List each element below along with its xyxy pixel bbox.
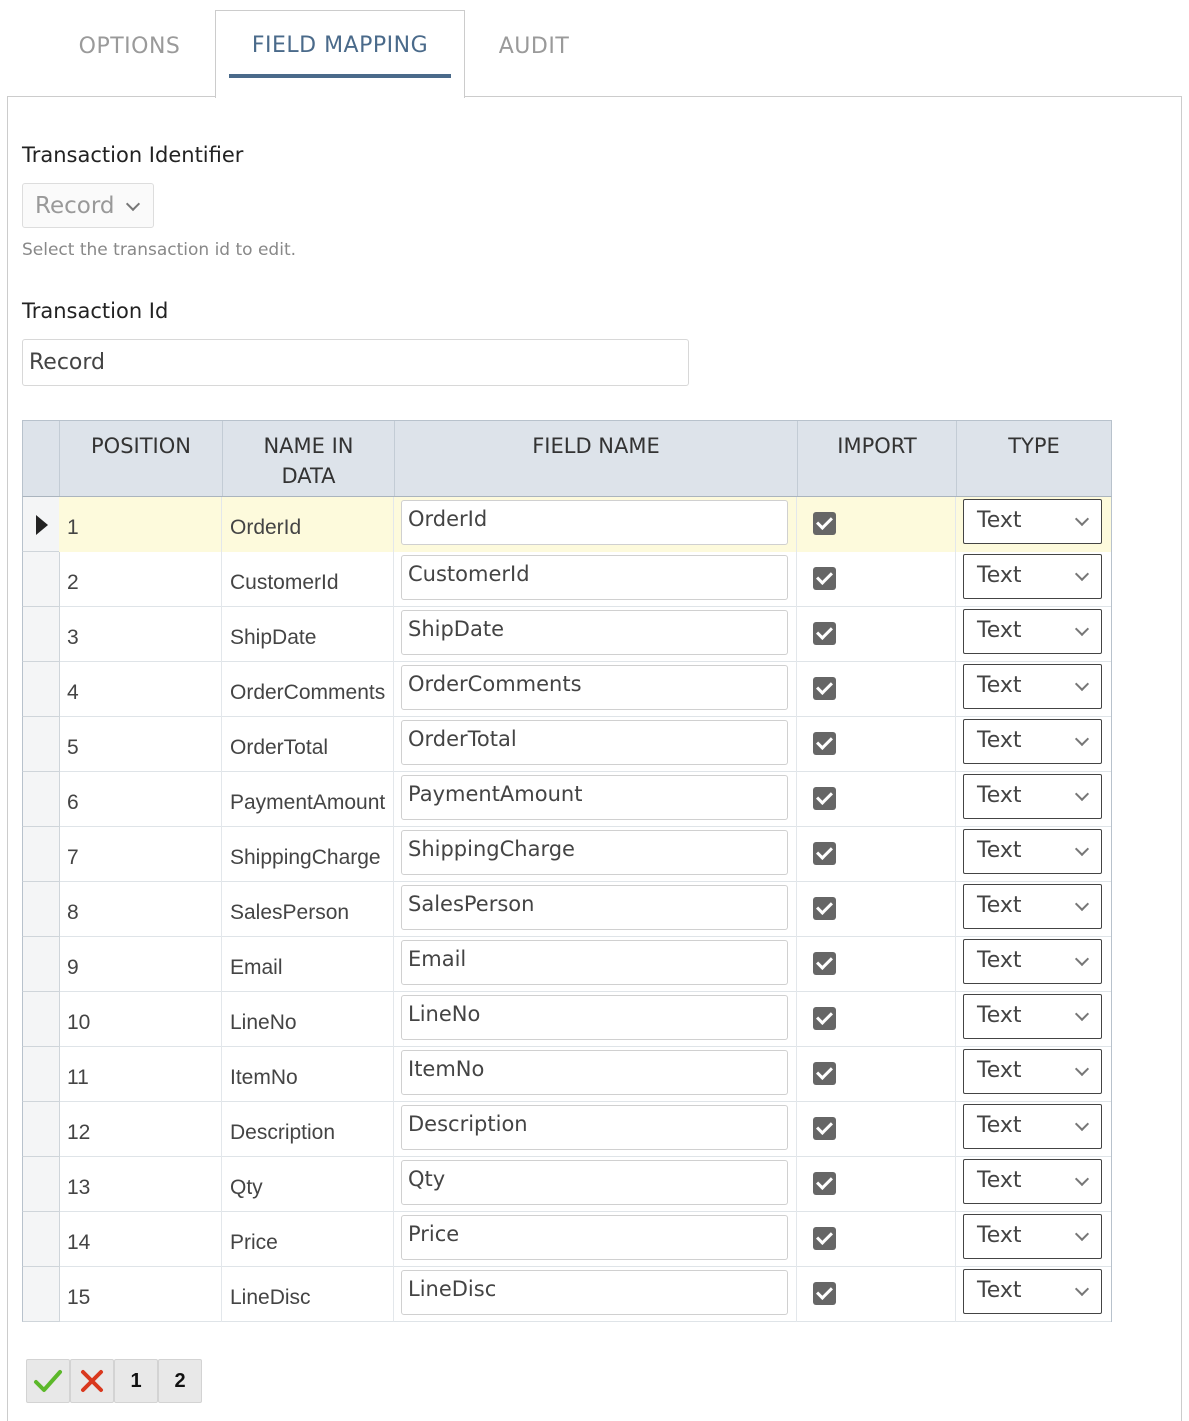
field-name-cell	[394, 552, 797, 607]
row-indicator[interactable]	[22, 772, 60, 827]
transaction-identifier-value: Record	[35, 192, 115, 219]
field-name-cell	[394, 827, 797, 882]
row-cells	[59, 1102, 1112, 1157]
position-cell: 6	[59, 772, 222, 827]
import-checkbox[interactable]	[813, 1117, 836, 1140]
position-cell: 3	[59, 607, 222, 662]
import-cell	[797, 772, 956, 827]
name-in-data-cell: PaymentAmount	[222, 772, 394, 827]
position-cell: 10	[59, 992, 222, 1047]
import-checkbox[interactable]	[813, 1062, 836, 1085]
row-cells	[59, 937, 1112, 992]
field-name-cell	[394, 1267, 797, 1322]
type-select-value: Text	[977, 1058, 1022, 1083]
field-name-input[interactable]: LineNo	[401, 995, 788, 1040]
type-select[interactable]	[963, 1104, 1102, 1149]
position-cell: 1	[59, 497, 222, 552]
transaction-id-input[interactable]	[22, 339, 689, 386]
type-cell	[956, 497, 1112, 552]
field-name-input[interactable]: ItemNo	[401, 1050, 788, 1095]
type-cell	[956, 827, 1112, 882]
field-name-cell	[394, 772, 797, 827]
chevron-down-icon	[1075, 732, 1089, 746]
row-cells	[59, 772, 1112, 827]
column-header-field-name-label: FIELD NAME	[532, 434, 660, 458]
import-checkbox[interactable]	[813, 732, 836, 755]
type-select-value: Text	[977, 893, 1022, 918]
table-row[interactable]	[22, 607, 1112, 662]
transaction-id-value: Record	[29, 350, 106, 375]
import-cell	[797, 992, 956, 1047]
type-select-value: Text	[977, 673, 1022, 698]
row-indicator-header	[23, 421, 60, 496]
type-cell	[956, 607, 1112, 662]
field-name-input[interactable]: OrderComments	[401, 665, 788, 710]
type-cell	[956, 937, 1112, 992]
position-cell: 7	[59, 827, 222, 882]
table-row[interactable]	[22, 882, 1112, 937]
grid-header	[22, 421, 1112, 497]
row-cells	[59, 1267, 1112, 1322]
column-header-name-in-data[interactable]	[223, 421, 395, 496]
page-button-1[interactable]	[114, 1359, 158, 1403]
type-select-value: Text	[977, 1113, 1022, 1138]
import-cell	[797, 717, 956, 772]
type-select[interactable]	[963, 609, 1102, 654]
type-select[interactable]	[963, 829, 1102, 874]
field-name-input[interactable]: ShippingCharge	[401, 830, 788, 875]
tab-options[interactable]	[52, 10, 207, 78]
row-cells	[59, 1047, 1112, 1102]
position-cell: 13	[59, 1157, 222, 1212]
page-button-2-label: 2	[174, 1369, 186, 1392]
field-name-input[interactable]: Qty	[401, 1160, 788, 1205]
row-indicator[interactable]	[22, 662, 60, 717]
table-row[interactable]	[22, 552, 1112, 607]
import-cell	[797, 882, 956, 937]
tab-audit[interactable]	[470, 10, 598, 78]
row-indicator[interactable]	[22, 1047, 60, 1102]
row-cells	[59, 552, 1112, 607]
checkmark-icon	[33, 1368, 63, 1394]
import-cell	[797, 607, 956, 662]
import-checkbox[interactable]	[813, 952, 836, 975]
position-cell: 12	[59, 1102, 222, 1157]
row-indicator[interactable]	[22, 992, 60, 1047]
table-row[interactable]	[22, 1157, 1112, 1212]
table-row[interactable]	[22, 1212, 1112, 1267]
position-cell: 15	[59, 1267, 222, 1322]
type-select[interactable]	[963, 719, 1102, 764]
type-select[interactable]	[963, 884, 1102, 929]
cancel-button[interactable]	[70, 1359, 114, 1403]
name-in-data-cell: Price	[222, 1212, 394, 1267]
chevron-down-icon	[1075, 842, 1089, 856]
row-indicator[interactable]	[22, 1267, 60, 1322]
type-select-value: Text	[977, 728, 1022, 753]
type-cell	[956, 717, 1112, 772]
import-cell	[797, 1212, 956, 1267]
type-cell	[956, 662, 1112, 717]
row-indicator[interactable]	[22, 552, 60, 607]
row-indicator[interactable]	[22, 937, 60, 992]
field-name-input[interactable]: CustomerId	[401, 555, 788, 600]
chevron-down-icon	[1075, 897, 1089, 911]
transaction-identifier-help: Select the transaction id to edit.	[22, 240, 297, 260]
chevron-down-icon	[1075, 787, 1089, 801]
import-checkbox[interactable]	[813, 567, 836, 590]
chevron-down-icon	[1075, 1062, 1089, 1076]
chevron-down-icon	[1075, 1282, 1089, 1296]
import-checkbox[interactable]	[813, 897, 836, 920]
row-cells	[59, 607, 1112, 662]
field-name-cell	[394, 992, 797, 1047]
name-in-data-cell: OrderComments	[222, 662, 394, 717]
field-name-input[interactable]: PaymentAmount	[401, 775, 788, 820]
table-row[interactable]	[22, 1047, 1112, 1102]
name-in-data-cell: CustomerId	[222, 552, 394, 607]
tab-options-label: OPTIONS	[78, 33, 181, 59]
column-header-import[interactable]	[798, 421, 957, 496]
field-name-cell	[394, 937, 797, 992]
type-select-value: Text	[977, 1168, 1022, 1193]
field-name-cell	[394, 662, 797, 717]
row-indicator[interactable]	[22, 607, 60, 662]
x-icon	[79, 1368, 105, 1394]
position-cell: 2	[59, 552, 222, 607]
field-name-input[interactable]: ShipDate	[401, 610, 788, 655]
field-name-cell	[394, 1047, 797, 1102]
position-cell: 8	[59, 882, 222, 937]
chevron-down-icon	[1075, 677, 1089, 691]
type-select-value: Text	[977, 1223, 1022, 1248]
row-indicator[interactable]	[22, 717, 60, 772]
type-cell	[956, 1157, 1112, 1212]
type-select-value: Text	[977, 783, 1022, 808]
row-cells	[59, 827, 1112, 882]
name-in-data-cell: LineNo	[222, 992, 394, 1047]
name-in-data-cell: SalesPerson	[222, 882, 394, 937]
import-cell	[797, 1047, 956, 1102]
import-cell	[797, 552, 956, 607]
table-row[interactable]	[22, 827, 1112, 882]
table-row[interactable]	[22, 717, 1112, 772]
field-name-cell	[394, 1157, 797, 1212]
field-name-input[interactable]: LineDisc	[401, 1270, 788, 1315]
name-in-data-cell: ShippingCharge	[222, 827, 394, 882]
import-cell	[797, 1267, 956, 1322]
import-checkbox[interactable]	[813, 512, 836, 535]
row-indicator[interactable]	[22, 497, 60, 552]
field-name-cell	[394, 1102, 797, 1157]
tab-field-mapping-label: FIELD MAPPING	[251, 33, 429, 58]
type-cell	[956, 1267, 1112, 1322]
chevron-down-icon	[1075, 622, 1089, 636]
type-select[interactable]	[963, 554, 1102, 599]
type-select-value: Text	[977, 508, 1022, 533]
column-header-type[interactable]	[957, 421, 1111, 496]
table-row[interactable]	[22, 1102, 1112, 1157]
table-row[interactable]	[22, 937, 1112, 992]
page-button-2[interactable]	[158, 1359, 202, 1403]
chevron-down-icon	[1075, 512, 1089, 526]
type-cell	[956, 1212, 1112, 1267]
import-cell	[797, 662, 956, 717]
transaction-id-label: Transaction Id	[22, 299, 169, 323]
name-in-data-cell: Qty	[222, 1157, 394, 1212]
type-select[interactable]	[963, 1159, 1102, 1204]
tab-bar	[0, 0, 1189, 97]
field-name-input[interactable]: OrderId	[401, 500, 788, 545]
type-cell	[956, 1047, 1112, 1102]
row-cells	[59, 717, 1112, 772]
column-header-position[interactable]	[60, 421, 223, 496]
row-indicator[interactable]	[22, 1212, 60, 1267]
type-cell	[956, 1102, 1112, 1157]
import-cell	[797, 937, 956, 992]
field-name-cell	[394, 497, 797, 552]
column-header-field-name[interactable]	[395, 421, 798, 496]
name-in-data-cell: Email	[222, 937, 394, 992]
column-header-position-label: POSITION	[91, 434, 191, 458]
type-select[interactable]	[963, 1269, 1102, 1314]
type-cell	[956, 992, 1112, 1047]
import-checkbox[interactable]	[813, 1282, 836, 1305]
chevron-down-icon	[126, 197, 140, 211]
column-header-type-label: TYPE	[1008, 434, 1060, 458]
chevron-down-icon	[1075, 1227, 1089, 1241]
row-cells	[59, 992, 1112, 1047]
type-select[interactable]	[963, 994, 1102, 1039]
current-row-arrow-icon	[36, 515, 48, 535]
field-name-input[interactable]: OrderTotal	[401, 720, 788, 765]
table-row[interactable]	[22, 992, 1112, 1047]
type-select[interactable]	[963, 774, 1102, 819]
position-cell: 14	[59, 1212, 222, 1267]
name-in-data-cell: LineDisc	[222, 1267, 394, 1322]
field-name-input[interactable]: Price	[401, 1215, 788, 1260]
import-cell	[797, 1102, 956, 1157]
field-name-input[interactable]: SalesPerson	[401, 885, 788, 930]
type-select-value: Text	[977, 618, 1022, 643]
import-cell	[797, 497, 956, 552]
field-name-cell	[394, 607, 797, 662]
transaction-identifier-select[interactable]	[22, 183, 154, 228]
type-select[interactable]	[963, 939, 1102, 984]
name-in-data-cell: ShipDate	[222, 607, 394, 662]
import-checkbox[interactable]	[813, 1172, 836, 1195]
table-row[interactable]	[22, 772, 1112, 827]
name-in-data-cell: OrderTotal	[222, 717, 394, 772]
type-select-value: Text	[977, 563, 1022, 588]
field-mapping-grid	[22, 420, 1112, 1322]
chevron-down-icon	[1075, 952, 1089, 966]
table-row[interactable]	[22, 662, 1112, 717]
row-cells	[59, 1157, 1112, 1212]
chevron-down-icon	[1075, 1172, 1089, 1186]
import-checkbox[interactable]	[813, 677, 836, 700]
save-button[interactable]	[26, 1359, 70, 1403]
row-indicator[interactable]	[22, 882, 60, 937]
import-checkbox[interactable]	[813, 842, 836, 865]
name-in-data-cell: ItemNo	[222, 1047, 394, 1102]
row-indicator[interactable]	[22, 1102, 60, 1157]
row-indicator[interactable]	[22, 827, 60, 882]
grid-body	[22, 497, 1112, 1322]
import-checkbox[interactable]	[813, 622, 836, 645]
type-select[interactable]	[963, 1049, 1102, 1094]
page-button-1-label: 1	[130, 1369, 142, 1392]
field-name-cell	[394, 1212, 797, 1267]
row-indicator[interactable]	[22, 1157, 60, 1212]
table-row[interactable]	[22, 497, 1112, 552]
import-checkbox[interactable]	[813, 1227, 836, 1250]
field-name-input[interactable]: Description	[401, 1105, 788, 1150]
position-cell: 9	[59, 937, 222, 992]
import-checkbox[interactable]	[813, 787, 836, 810]
type-select-value: Text	[977, 1278, 1022, 1303]
row-cells	[59, 882, 1112, 937]
field-name-cell	[394, 717, 797, 772]
type-select-value: Text	[977, 948, 1022, 973]
active-tab-indicator	[229, 74, 451, 78]
row-cells	[59, 497, 1112, 552]
field-name-input[interactable]: Email	[401, 940, 788, 985]
type-select-value: Text	[977, 1003, 1022, 1028]
column-header-name-line1: NAME IN	[263, 434, 354, 458]
type-select-value: Text	[977, 838, 1022, 863]
name-in-data-cell: OrderId	[222, 497, 394, 552]
type-select[interactable]	[963, 1214, 1102, 1259]
column-header-name-line2: DATA	[281, 464, 336, 488]
row-cells	[59, 662, 1112, 717]
column-header-import-label: IMPORT	[837, 434, 917, 458]
import-cell	[797, 827, 956, 882]
row-cells	[59, 1212, 1112, 1267]
name-in-data-cell: Description	[222, 1102, 394, 1157]
type-select[interactable]	[963, 499, 1102, 544]
import-checkbox[interactable]	[813, 1007, 836, 1030]
table-row[interactable]	[22, 1267, 1112, 1322]
transaction-identifier-label: Transaction Identifier	[22, 143, 244, 167]
position-cell: 11	[59, 1047, 222, 1102]
import-cell	[797, 1157, 956, 1212]
tab-field-mapping[interactable]	[215, 10, 465, 98]
type-cell	[956, 772, 1112, 827]
chevron-down-icon	[1075, 567, 1089, 581]
tab-audit-label: AUDIT	[498, 33, 570, 59]
type-select[interactable]	[963, 664, 1102, 709]
type-cell	[956, 552, 1112, 607]
chevron-down-icon	[1075, 1007, 1089, 1021]
field-name-cell	[394, 882, 797, 937]
type-cell	[956, 882, 1112, 937]
position-cell: 5	[59, 717, 222, 772]
chevron-down-icon	[1075, 1117, 1089, 1131]
position-cell: 4	[59, 662, 222, 717]
